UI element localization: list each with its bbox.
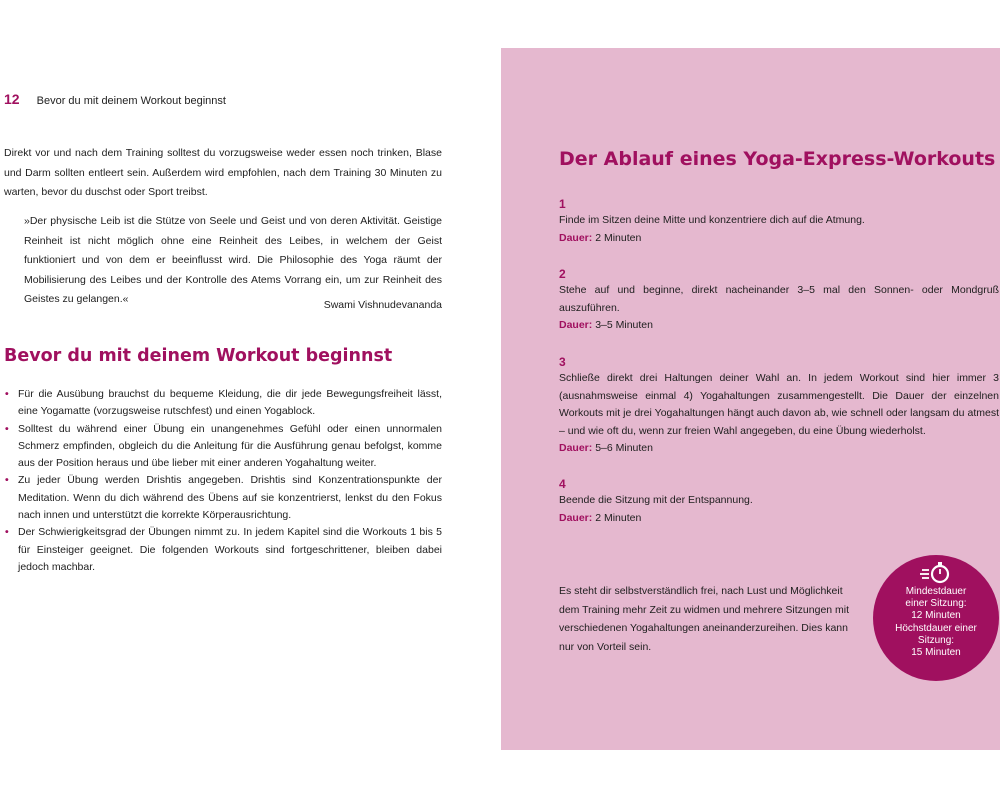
running-head <box>4 91 226 107</box>
badge-line: Sitzung: <box>917 634 955 646</box>
badge-line: Mindestdauer <box>905 586 967 597</box>
step-2 <box>559 266 999 335</box>
duration-value: 5–6 Minuten <box>595 442 653 454</box>
intro-paragraph: Direkt vor und nach dem Training solltest du vorzugsweise weder essen noch trinken, Blase und Darm sollten entleert sein. Außerdem wird empfohlen, nach dem Training 30 Minuten zu warten, bevor du duschst oder Sport treibst. <box>4 147 442 198</box>
duration-value: 2 Minuten <box>595 231 642 244</box>
badge-line: 12 Minuten <box>911 610 961 622</box>
step-duration <box>559 230 999 248</box>
step-number: 1 <box>559 197 566 211</box>
bullet-item: • Zu jeder Übung werden Drishtis angegeben. Drishtis sind Konzentrationspunkte der Meditation. Wenn du dich während des Übens auf sie konzentrierst, lenkst du den Fokus nach innen und unterstützt die korrekte Körperausrichtung. <box>4 472 442 524</box>
panel-title: Der Ablauf eines Yoga-Express-Workouts <box>559 148 996 170</box>
running-title: Bevor du mit deinem Workout beginnst <box>36 95 226 107</box>
bullet-item: • Solltest du während einer Übung ein unangenehmes Gefühl oder einen unnormalen Schmerz empfinden, obgleich du die Anleitung für die Ausführung genau befolgst, komme aus der Position heraus und übe lieber mit einer anderen Yogahaltung weiter. <box>4 421 442 473</box>
step-text: Beende die Sitzung mit der Entspannung. <box>559 494 753 506</box>
bullet-list <box>4 386 442 576</box>
step-number: 4 <box>559 477 566 491</box>
bullet-item: • Der Schwierigkeitsgrad der Übungen nimmt zu. In jedem Kapitel sind die Workouts 1 bis 5 für Einsteiger geeignet. Die folgenden Workouts sind fortgeschrittener, bleiben dabei jedoch machbar. <box>4 524 442 576</box>
closing-paragraph: Es steht dir selbstverständlich frei, nach Lust und Möglichkeit dem Training mehr Zeit zu widmen und mehrere Sitzungen mit verschiedenen Yogahaltungen aneinanderzureihen. Dies kann nur von Vorteil sein. <box>559 585 850 653</box>
bullet-item: • Für die Ausübung brauchst du bequeme Kleidung, die dir jede Bewegungsfreiheit lässt, eine Yogamatte (vorzugsweise rutschfest) und einen Yogablock. <box>4 386 442 421</box>
duration-label: Dauer: <box>559 442 593 454</box>
left-page <box>0 0 470 800</box>
quote: »Der physische Leib ist die Stütze von Seele und Geist und von deren Aktivität. Geistige Reinheit ist nicht möglich ohne eine Reinheit des Leibes, in welchem der Geist funktioniert und von dem er beeinflusst wird. Die Philosophie des Yoga räumt der Mobilisierung des Leibes und der Kontrolle des Atems Vorrang ein, um zur Reinheit des Geistes zu gelangen.« <box>24 215 442 305</box>
duration-value: 3–5 Minuten <box>595 319 653 331</box>
quote-attribution: Swami Vishnudevananda <box>323 299 442 311</box>
step-duration <box>559 440 999 458</box>
page-number: 12 <box>4 91 20 107</box>
duration-label: Dauer: <box>559 511 593 524</box>
step-duration <box>559 510 999 528</box>
duration-label: Dauer: <box>559 231 593 244</box>
workout-panel <box>501 48 1000 750</box>
badge-line: 15 Minuten <box>911 647 961 659</box>
badge-line: einer Sitzung: <box>905 598 967 610</box>
step-1 <box>559 196 999 247</box>
step-text: Finde im Sitzen deine Mitte und konzentriere dich auf die Atmung. <box>559 214 865 226</box>
step-number: 3 <box>559 355 566 369</box>
badge-line: Höchstdauer einer <box>895 622 977 634</box>
step-3 <box>559 354 999 458</box>
section-heading: Bevor du mit deinem Workout beginnst <box>4 346 393 366</box>
step-text: Stehe auf und beginne, direkt nacheinander 3–5 mal den Sonnen- oder Mondgruß auszuführen. <box>559 284 999 314</box>
duration-label: Dauer: <box>559 319 593 331</box>
step-duration <box>559 317 999 335</box>
duration-value: 2 Minuten <box>595 511 642 524</box>
stopwatch-icon <box>918 559 954 587</box>
step-4 <box>559 476 999 527</box>
step-text: Schließe direkt drei Haltungen deiner Wahl an. In jedem Workout sind hier immer 3 (ausnahmsweise einmal 4) Yogahaltungen zusammengestellt. Die Dauer der einzelnen Workouts mit je drei Yogahaltungen hängt auch davon ab, wie schnell oder langsam du atmest – und wie oft du, wenn zur freien Wahl angegeben, du eine Übung wiederholst. <box>559 372 999 437</box>
badge-text <box>881 586 991 659</box>
step-number: 2 <box>559 267 566 281</box>
duration-badge <box>873 555 999 681</box>
